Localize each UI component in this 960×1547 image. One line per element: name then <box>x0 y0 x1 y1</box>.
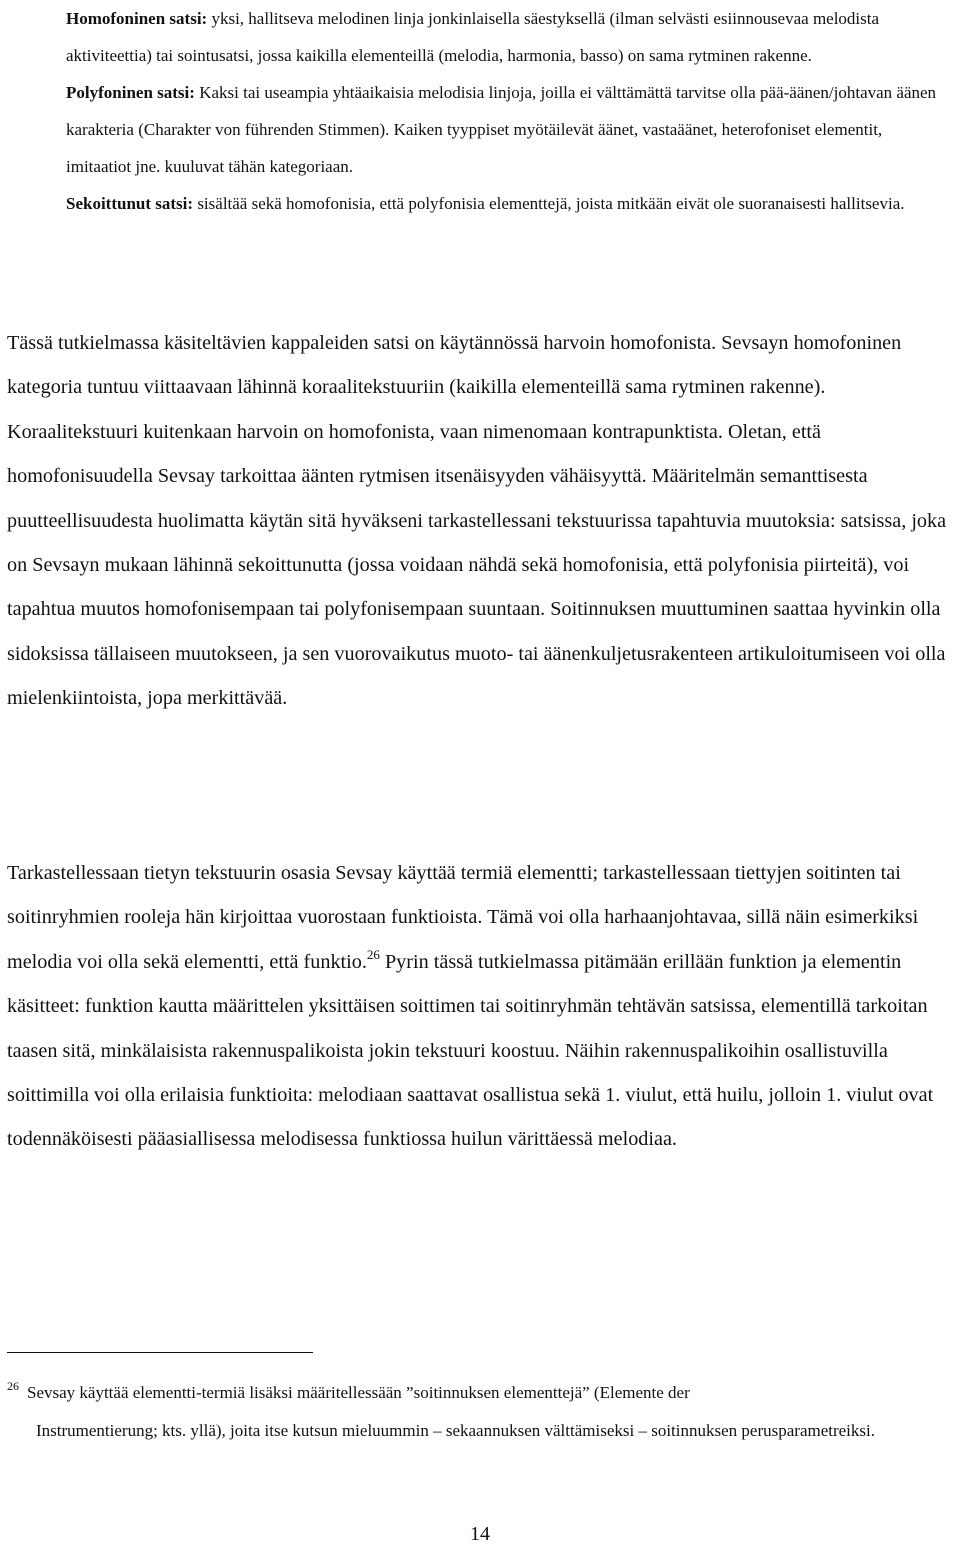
definition-text: sisältää sekä homofonisia, että polyfonisia elementtejä, joista mitkään eivät ole suoranaisesti hallitsevia. <box>193 194 905 213</box>
footnote-first-line <box>7 1374 927 1412</box>
body-paragraph-2 <box>7 851 955 1162</box>
definition-text: Kaksi tai useampia yhtäaikaisia melodisia linjoja, joilla ei välttämättä tarvitse olla pää-äänen/johtavan äänen karakteria (Charakter von führenden Stimmen). Kaiken tyyppiset myötäilevät äänet, vastaäänet, heterofoniset elementit, imitaatiot jne. kuuluvat tähän kategoriaan. <box>66 83 937 176</box>
texture-definitions <box>66 0 946 222</box>
footnote-number: 26 <box>7 1379 19 1393</box>
body-paragraph-1: Tässä tutkielmassa käsiteltävien kappaleiden satsi on käytännössä harvoin homofonista. Sevsayn homofoninen kategoria tuntuu viittaavaan lähinnä koraalitekstuuriin (kaikilla elementeillä sama rytminen rakenne). Koraalitekstuuri kuitenkaan harvoin on homofonista, vaan nimenomaan kontrapunktista. Oletan, että homofonisuudella Sevsay tarkoittaa äänten rytmisen itsenäisyyden vähäisyyttä. Määritelmän semanttisesta puutteellisuudesta huolimatta käytän sitä hyväkseni tarkastellessani tekstuurissa tapahtuvia muutoksia: satsissa, joka on Sevsayn mukaan lähinnä sekoittunutta (jossa voidaan nähdä sekä homofonisia, että polyfonisia piirteitä), voi tapahtua muutos homofonisempaan tai polyfonisempaan suuntaan. Soitinnuksen muuttuminen saattaa hyvinkin olla sidoksissa tällaiseen muutokseen, ja sen vuorovaikutus muoto- tai äänenkuljetusrakenteen artikuloitumiseen voi olla mielenkiintoista, jopa merkittävää. <box>7 332 947 710</box>
footnote-reference[interactable]: 26 <box>366 946 380 962</box>
paragraph-text: Pyrin tässä tutkielmassa pitämään erillään funktion ja elementin käsitteet: funktion kautta määrittelen yksittäisen soittimen tai soitinryhmän tehtävän satsissa, elementillä tarkoitan taasen sitä, minkälaisista rakennuspalikoista jokin tekstuuri koostuu. Näihin rakennuspalikoihin osallistuvilla soittimilla voi olla erilaisia funktioita: melodiaan saattavat osallistua sekä 1. viulut, että huilu, jolloin 1. viulut ovat todennäköisesti pääasiallisessa melodisessa funktiossa huilun värittäessä melodiaa. <box>7 950 934 1151</box>
definition-term: Sekoittunut satsi: <box>66 194 194 213</box>
definition-term: Homofoninen satsi: <box>66 9 208 28</box>
footnote-26 <box>7 1374 927 1450</box>
footnote-divider <box>7 1352 313 1353</box>
definition-term: Polyfoninen satsi: <box>66 83 195 102</box>
footnote-text: Sevsay käyttää elementti-termiä lisäksi määritellessään ”soitinnuksen elementtejä” (Elemente der <box>27 1383 690 1402</box>
paragraph-text: Tarkastellessaan tietyn tekstuurin osasia Sevsay käyttää termiä elementti; tarkastellessaan tiettyjen soitinten tai soitinryhmien rooleja hän kirjoittaa vuorostaan funktioista. Tämä voi olla harhaanjohtavaa, sillä näin esimerkiksi melodia voi olla sekä elementti, että funktio. <box>7 862 919 973</box>
definition-polyphonic <box>66 74 946 185</box>
definition-mixed <box>66 185 946 222</box>
definition-homophonic <box>66 0 946 74</box>
definition-text: yksi, hallitseva melodinen linja jonkinlaisella säestyksellä (ilman selvästi esiinnousevaa melodista aktiviteettia) tai sointusatsi, jossa kaikilla elementeillä (melodia, harmonia, basso) on sama rytminen rakenne. <box>66 9 880 65</box>
page-number: 14 <box>470 1523 490 1545</box>
footnote-continuation: Instrumentierung; kts. yllä), joita itse kutsun mieluummin – sekaannuksen välttämiseksi – soitinnuksen perusparametreiksi. <box>36 1421 875 1440</box>
